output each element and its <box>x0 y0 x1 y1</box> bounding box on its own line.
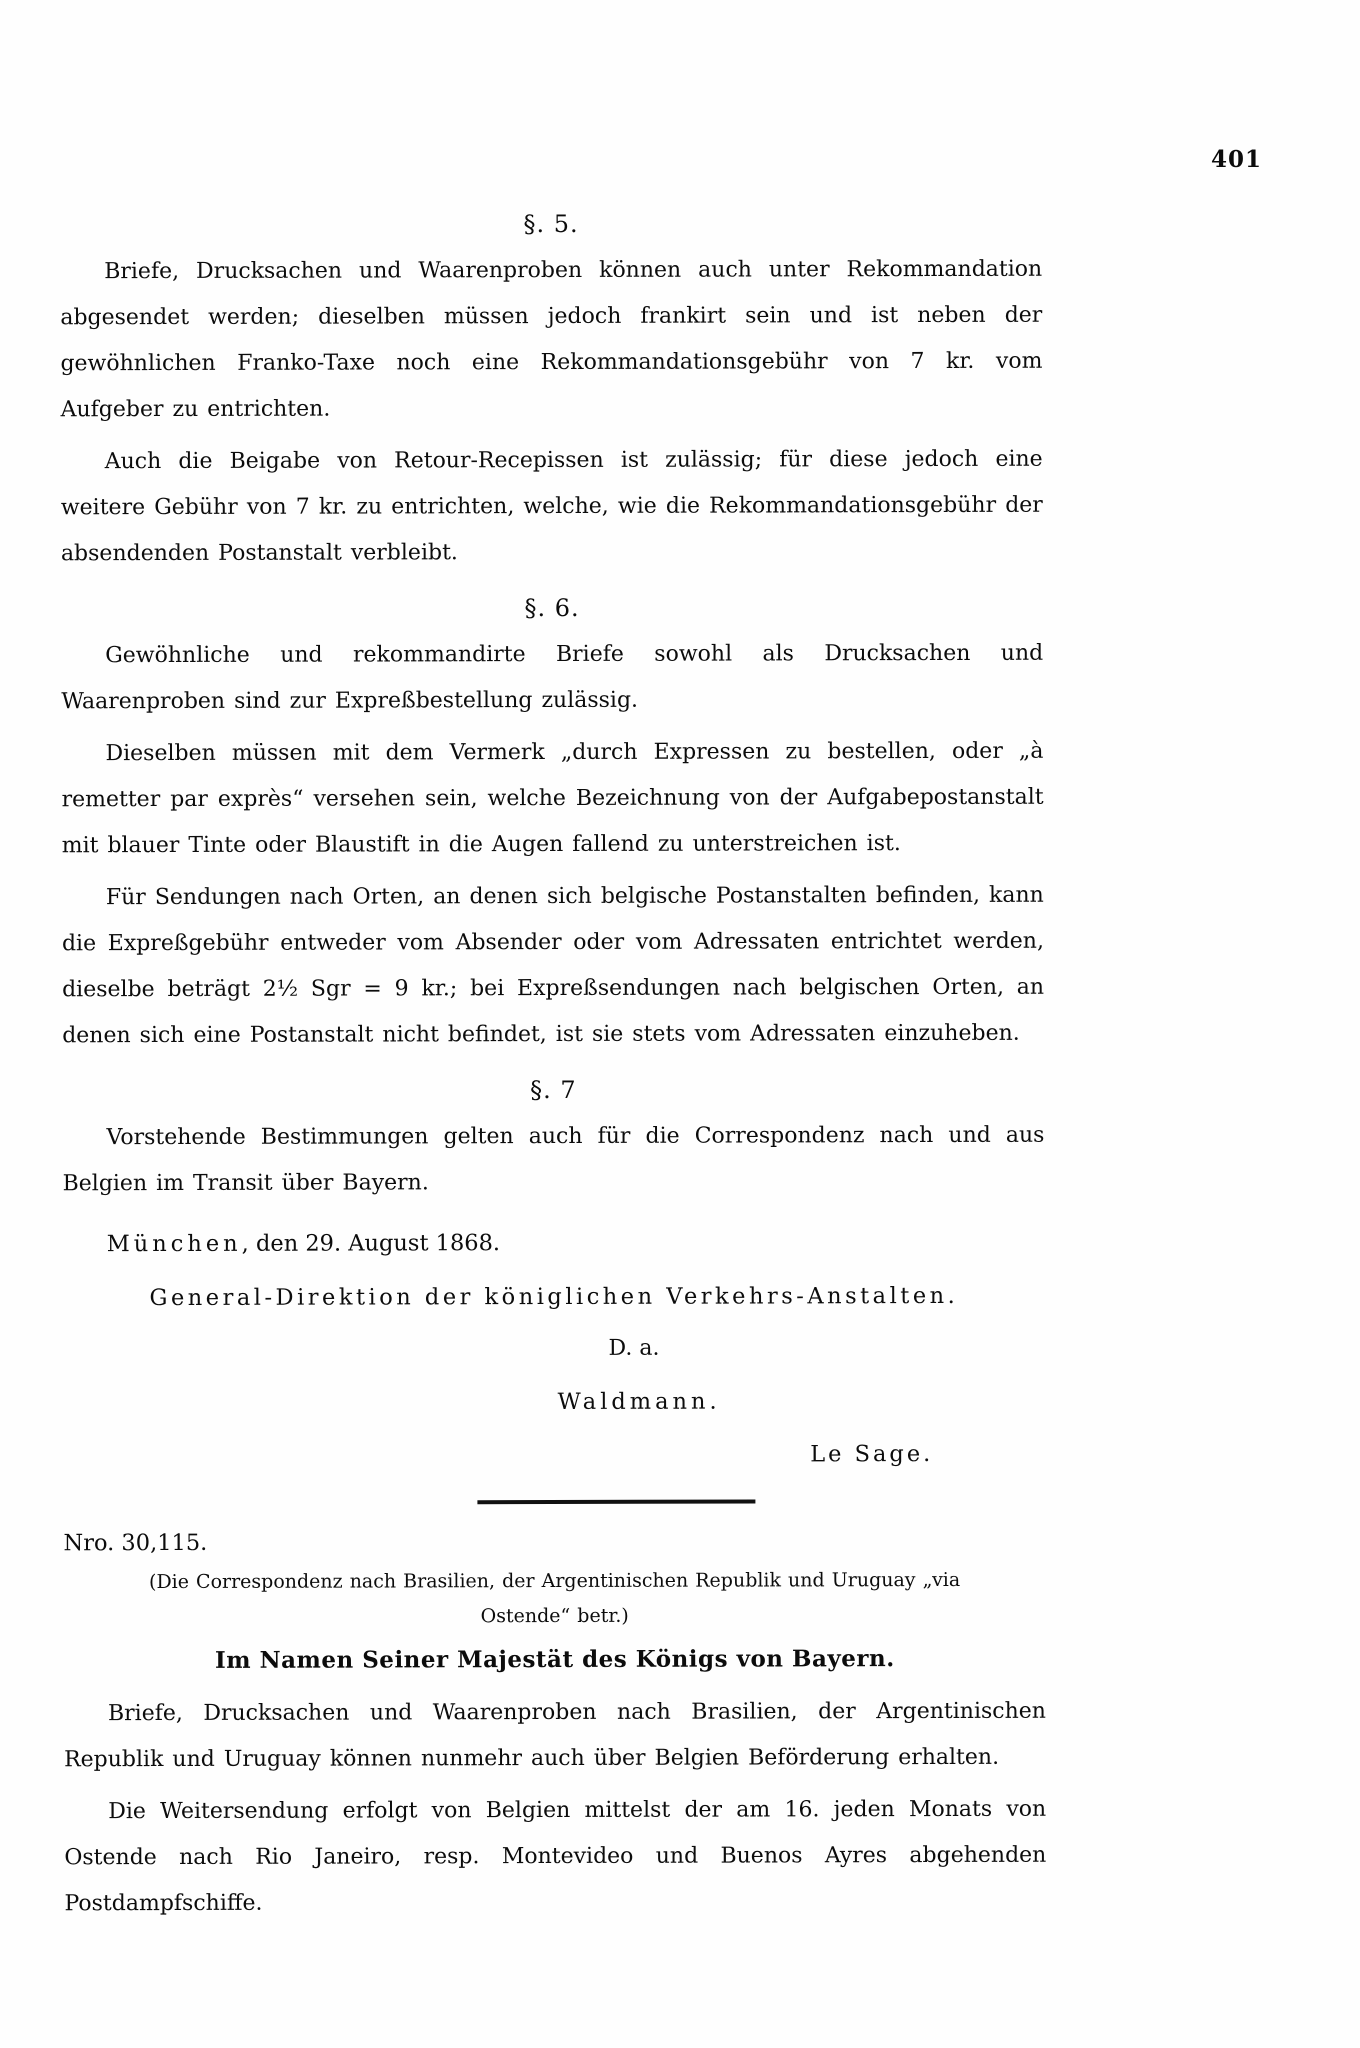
paragraph-5-1: Briefe, Drucksachen und Waarenproben können auch unter Rekommandation abgesendet werden; dieselben müssen jedoch frankirt sein und ist neben der gewöhnlichen Franko-Taxe noch eine Rekommandationsgebühr von 7 kr. vom Aufgeber zu entrichten. <box>60 256 1043 423</box>
dateline-city: München <box>106 1230 242 1258</box>
notice-subject: (Die Correspondenz nach Brasilien, der Argentinischen Republik und Uruguay „via Ostende“ betr.) <box>148 1568 961 1628</box>
notice-heading: Im Namen Seiner Majestät des Königs von Bayern. <box>214 1645 895 1674</box>
notice-number: Nro. 30,115. <box>63 1529 208 1557</box>
section-heading-6: §. 6. <box>524 593 580 623</box>
paragraph-6-3: Für Sendungen nach Orten, an denen sich belgische Postanstalten befinden, kann die Expreßgebühr entweder vom Absender oder vom Adressaten entrichtet werden, dieselbe beträgt 2½ Sgr = 9 kr.; bei Expreßsendungen nach belgischen Orten, an denen sich eine Postanstalt nicht befindet, ist sie stets vom Adressaten einzuheben. <box>61 882 1045 1049</box>
page-number: 401 <box>1210 146 1262 173</box>
paragraph-6-1: Gewöhnliche und rekommandirte Briefe sowohl als Drucksachen und Waarenproben sind zur Expreßbestellung zulässig. <box>61 640 1044 715</box>
paragraph-7-1: Vorstehende Bestimmungen gelten auch für die Correspondenz nach und aus Belgien im Transit über Bayern. <box>62 1122 1045 1197</box>
signature-name-primary: Waldmann. <box>557 1388 721 1415</box>
authority-line: General-Direktion der königlichen Verkehrs-Anstalten. <box>149 1282 959 1312</box>
dateline <box>107 1219 1045 1267</box>
dateline-date: , den 29. August 1868. <box>241 1230 501 1257</box>
signature-abbreviation: D. a. <box>608 1335 660 1361</box>
section-divider <box>477 1499 755 1504</box>
notice-paragraph-2: Die Weitersendung erfolgt von Belgien mittelst der am 16. jeden Monats von Ostende nach Rio Janeiro, resp. Montevideo und Buenos Ayres abgehenden Postdampfschiffe. <box>64 1796 1047 1917</box>
paragraph-5-2: Auch die Beigabe von Retour-Recepissen ist zulässig; für diese jedoch eine weitere Gebühr von 7 kr. zu entrichten, welche, wie die Rekommandationsgebühr der absendenden Postanstalt verbleibt. <box>60 446 1043 567</box>
signature-name-secondary: Le Sage. <box>810 1441 934 1468</box>
notice-section <box>63 1519 1046 1928</box>
section-heading-5: §. 5. <box>523 209 579 239</box>
section-heading-7: §. 7 <box>530 1075 577 1105</box>
page-content <box>59 0 1046 1927</box>
paragraph-6-2: Dieselben müssen mit dem Vermerk „durch Expressen zu bestellen, oder „à remetter par exprès“ versehen sein, welche Bezeichnung von der Aufgabepostanstalt mit blauer Tinte oder Blaustift in die Augen fallend zu unterstreichen ist. <box>61 738 1044 859</box>
notice-paragraph-1: Briefe, Drucksachen und Waarenproben nach Brasilien, der Argentinischen Republik und Uruguay können nunmehr auch über Belgien Beförderung erhalten. <box>64 1698 1046 1773</box>
